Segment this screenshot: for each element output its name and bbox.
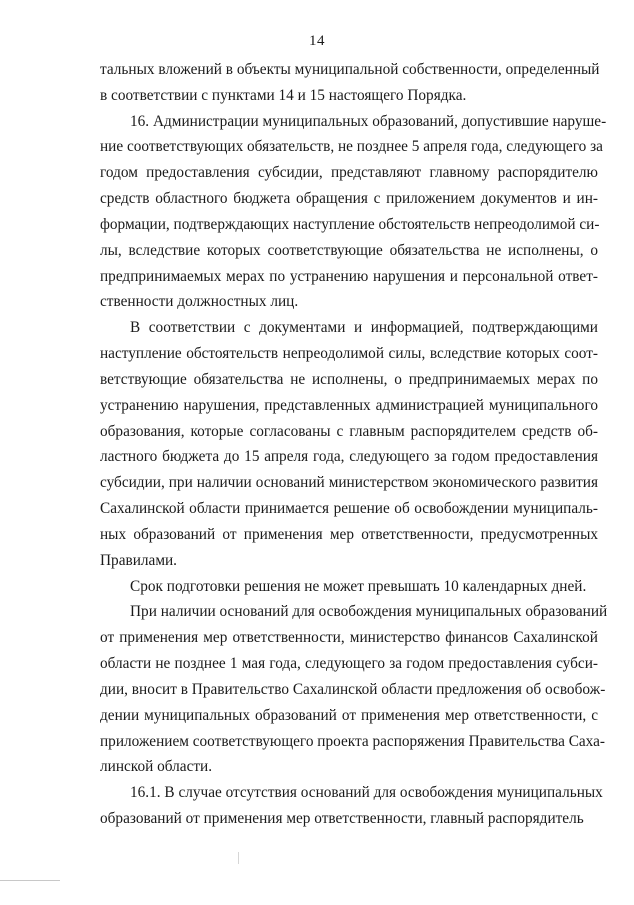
- paragraph: [100, 599, 608, 780]
- page-number: 14: [309, 33, 325, 49]
- text-line: приложением соответствующего проекта распоряжения Правительства Саха-: [100, 732, 606, 750]
- text-line: линской области.: [100, 758, 213, 776]
- paragraph: [100, 109, 607, 316]
- text-line: годом предоставления субсидии, представляют главному распорядителю: [100, 164, 598, 182]
- text-line: ние соответствующих обязательств, не позднее 5 апреля года, следующего за: [100, 138, 603, 156]
- paragraph: [100, 574, 598, 600]
- text-line: Срок подготовки решения не может превышать 10 календарных дней.: [130, 577, 587, 595]
- text-line: образований от применения мер ответственности, главный распорядитель: [100, 810, 584, 828]
- text-line: ластного бюджета до 15 апреля года, следующего за годом предоставления: [100, 448, 598, 466]
- document-body: [100, 57, 608, 832]
- paragraph: [100, 315, 598, 573]
- paragraph: [100, 57, 598, 109]
- text-line: ветствующие обязательства не исполнены, о предпринимаемых мерах по: [100, 370, 598, 388]
- text-line: наступление обстоятельств непреодолимой силы, вследствие которых соот-: [100, 345, 598, 363]
- text-line: устранению нарушения, представленных администрацией муниципального: [100, 396, 598, 414]
- scan-artifact-tick: [238, 852, 239, 864]
- text-line: субсидии, при наличии оснований министерством экономического развития: [100, 474, 598, 492]
- text-line: образования, которые согласованы с главным распорядителем средств об-: [100, 422, 598, 440]
- text-line: предпринимаемых мерах по устранению нарушения и персональной ответ-: [100, 267, 598, 285]
- text-line: Правилами.: [100, 551, 178, 569]
- text-line: лы, вследствие которых соответствующие обязательства не исполнены, о: [100, 241, 598, 259]
- text-line: В соответствии с документами и информацией, подтверждающими: [130, 319, 598, 337]
- text-line: ственности должностных лиц.: [100, 293, 299, 311]
- text-line: в соответствии с пунктами 14 и 15 настоящего Порядка.: [100, 86, 467, 104]
- text-line: 16.1. В случае отсутствия оснований для освобождения муниципальных: [130, 784, 603, 802]
- text-line: ных образований от применения мер ответственности, предусмотренных: [100, 525, 598, 543]
- text-line: от применения мер ответственности, министерство финансов Сахалинской: [100, 629, 598, 647]
- text-line: средств областного бюджета обращения с приложением документов и ин-: [100, 190, 598, 208]
- text-line: тальных вложений в объекты муниципальной собственности, определенный: [100, 61, 600, 78]
- paragraph: [100, 780, 603, 832]
- text-line: дии, вносит в Правительство Сахалинской области предложения об освобож-: [100, 680, 606, 698]
- text-line: Сахалинской области принимается решение об освобождении муниципаль-: [100, 500, 598, 518]
- text-line: дении муниципальных образований от применения мер ответственности, с: [100, 706, 598, 724]
- text-line: 16. Администрации муниципальных образований, допустившие наруше-: [130, 112, 607, 130]
- text-line: области не позднее 1 мая года, следующего за годом предоставления субси-: [100, 655, 598, 673]
- text-line: При наличии оснований для освобождения муниципальных образований: [130, 603, 608, 621]
- scan-artifact-line: [0, 880, 60, 881]
- text-line: формации, подтверждающих наступление обстоятельств непреодолимой си-: [100, 215, 600, 233]
